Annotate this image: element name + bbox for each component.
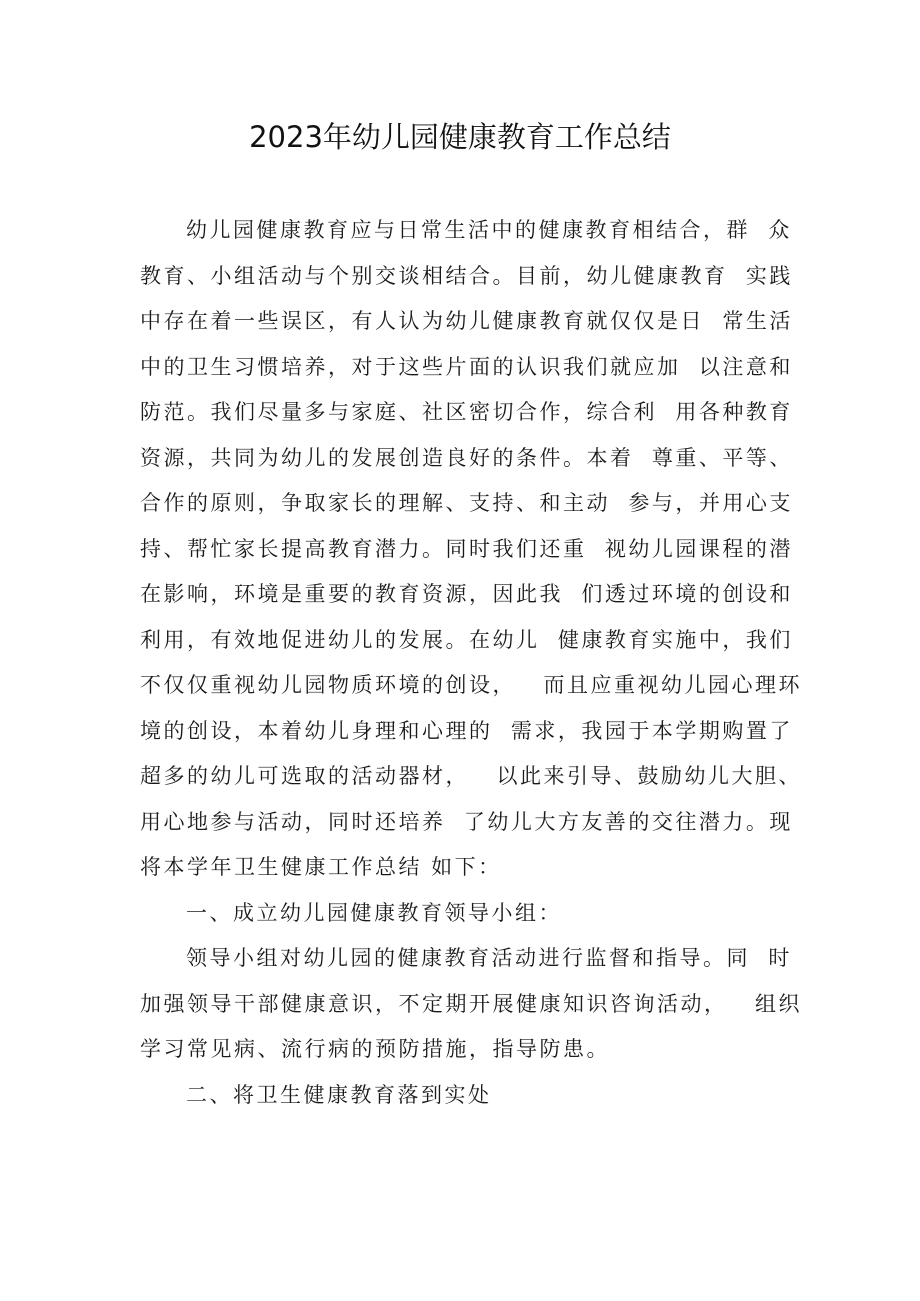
- text-line: 在影响，环境是重要的教育资源，因此我 们透过环境的创设和: [140, 582, 793, 606]
- document-title: 2023年幼儿园健康教育工作总结: [249, 120, 671, 154]
- text-line: 加强领导干部健康意识，不定期开展健康知识咨询活动， 组织: [140, 991, 803, 1016]
- text-line: 学习常见病、流行病的预防措施，指导防患。: [140, 1037, 610, 1061]
- text-line: 幼儿园健康教育应与日常生活中的健康教育相结合，群 众: [186, 218, 792, 242]
- text-line: 超多的幼儿可选取的活动器材， 以此来引导、鼓励幼儿大胆、: [140, 764, 803, 788]
- text-line: 资源，共同为幼儿的发展创造良好的条件。本着 尊重、平等、: [140, 445, 793, 470]
- text-line: 防范。我们尽量多与家庭、社区密切合作，综合利 用各种教育: [140, 400, 793, 424]
- text-line: 不仅仅重视幼儿园物质环境的创设， 而且应重视幼儿园心理环: [140, 673, 803, 697]
- text-line: 中存在着一些误区，有人认为幼儿健康教育就仅仅是日 常生活: [140, 309, 793, 333]
- document-body: [140, 208, 803, 1118]
- text-line: 领导小组对幼儿园的健康教育活动进行监督和指导。同 时: [186, 946, 792, 970]
- text-line: 用心地参与活动，同时还培养 了幼儿大方友善的交往潜力。现: [140, 809, 793, 834]
- text-line: 利用，有效地促进幼儿的发展。在幼儿 健康教育实施中，我们: [140, 627, 793, 652]
- text-line: 合作的原则，争取家长的理解、支持、和主动 参与，并用心支: [140, 491, 793, 515]
- text-line: 教育、小组活动与个别交谈相结合。目前，幼儿健康教育 实践: [140, 263, 793, 288]
- text-line: 境的创设，本着幼儿身理和心理的 需求，我园于本学期购置了: [140, 718, 793, 743]
- section-heading-1: 一、成立幼儿园健康教育领导小组：: [186, 900, 562, 925]
- text-line: 将本学年卫生健康工作总结 如下：: [140, 855, 502, 879]
- text-line: 中的卫生习惯培养，对于这些片面的认识我们就应加 以注意和: [140, 354, 793, 379]
- section-heading-2: 二、将卫生健康教育落到实处: [186, 1082, 492, 1107]
- text-line: 持、帮忙家长提高教育潜力。同时我们还重 视幼儿园课程的潜: [140, 536, 793, 561]
